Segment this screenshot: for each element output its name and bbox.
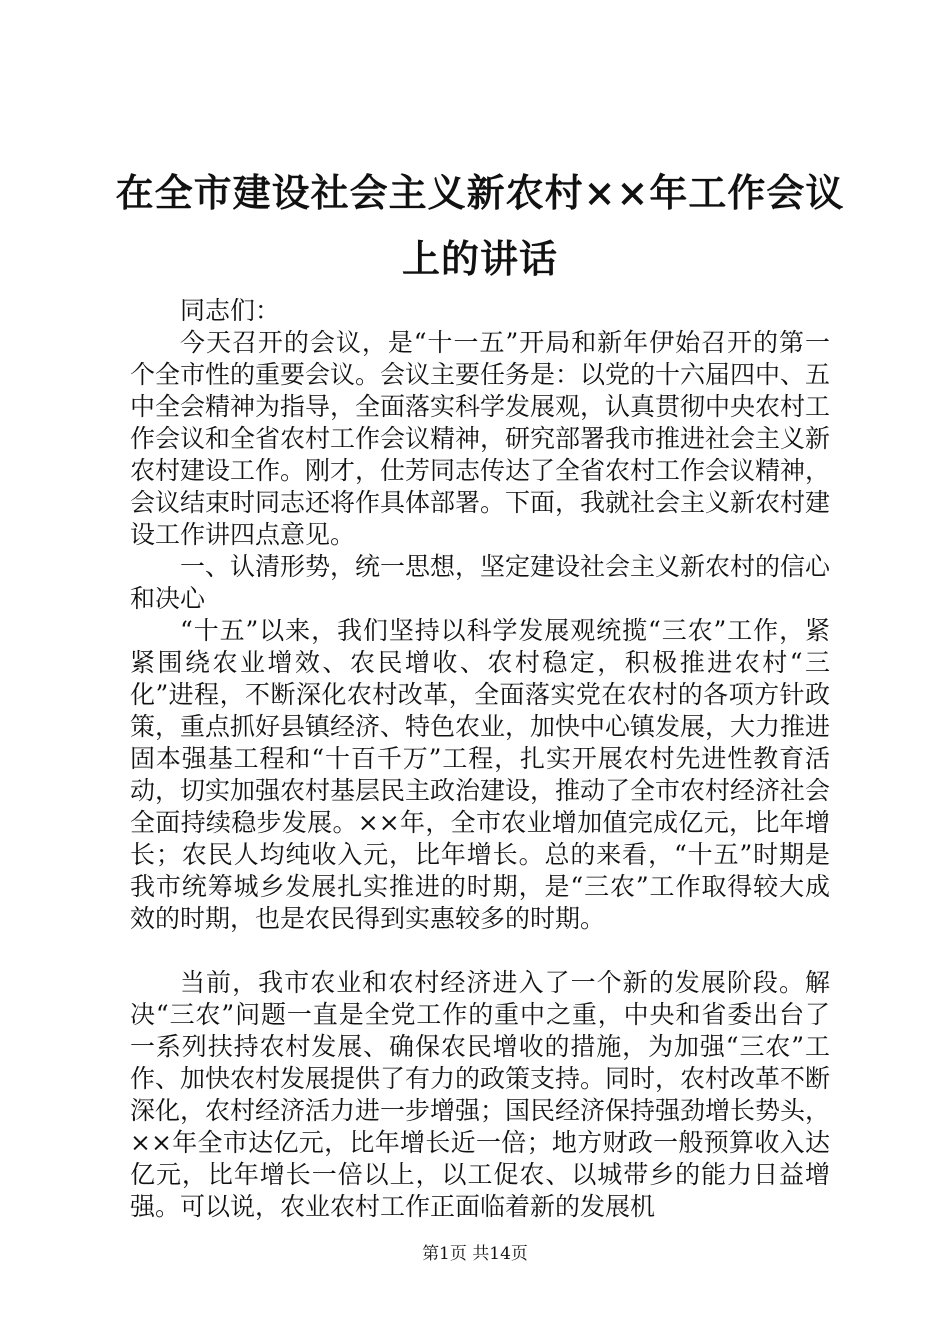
paragraph-current-stage: 当前，我市农业和农村经济进入了一个新的发展阶段。解决“三农”问题一直是全党工作的重中之重，中央和省委出台了一系列扶持农村发展、确保农民增收的措施，为加强“三农”工作、加快农村发展提供了有力的政策支持。同时，农村改革不断深化，农村经济活力进一步增强；国民经济保持强劲增长势头，××年全市达亿元，比年增长近一倍；地方财政一般预算收入达亿元，比年增长一倍以上，以工促农、以城带乡的能力日益增强。可以说，农业农村工作正面临着新的发展机 (130, 968, 831, 1221)
paragraph-intro: 今天召开的会议，是“十一五”开局和新年伊始召开的第一个全市性的重要会议。会议主要任务是：以党的十六届四中、五中全会精神为指导，全面落实科学发展观，认真贯彻中央农村工作会议和全省农村工作会议精神，研究部署我市推进社会主义新农村建设工作。刚才，仕芳同志传达了全省农村工作会议精神，会议结束时同志还将作具体部署。下面，我就社会主义新农村建设工作讲四点意见。 (130, 328, 831, 549)
page-number-footer: 第1页 共14页 (422, 1244, 528, 1264)
paragraph-achievements: “十五”以来，我们坚持以科学发展观统揽“三农”工作，紧紧围绕农业增效、农民增收、农村稳定，积极推进农村“三化”进程，不断深化农村改革，全面落实党在农村的各项方针政策，重点抓好县镇经济、特色农业，加快中心镇发展，大力推进固本强基工程和“十百千万”工程，扎实开展农村先进性教育活动，切实加强农村基层民主政治建设，推动了全市农村经济社会全面持续稳步发展。××年，全市农业增加值完成亿元，比年增长；农民人均纯收入元，比年增长。总的来看，“十五”时期是我市统筹城乡发展扎实推进的时期，是“三农”工作取得较大成效的时期，也是农民得到实惠较多的时期。 (130, 616, 831, 933)
document-body (130, 295, 830, 1223)
document-title: 在全市建设社会主义新农村××年工作会议上的讲话 (115, 170, 845, 281)
salutation: 同志们： (180, 296, 281, 325)
section-heading-1: 一、认清形势，统一思想，坚定建设社会主义新农村的信心和决心 (130, 552, 831, 613)
